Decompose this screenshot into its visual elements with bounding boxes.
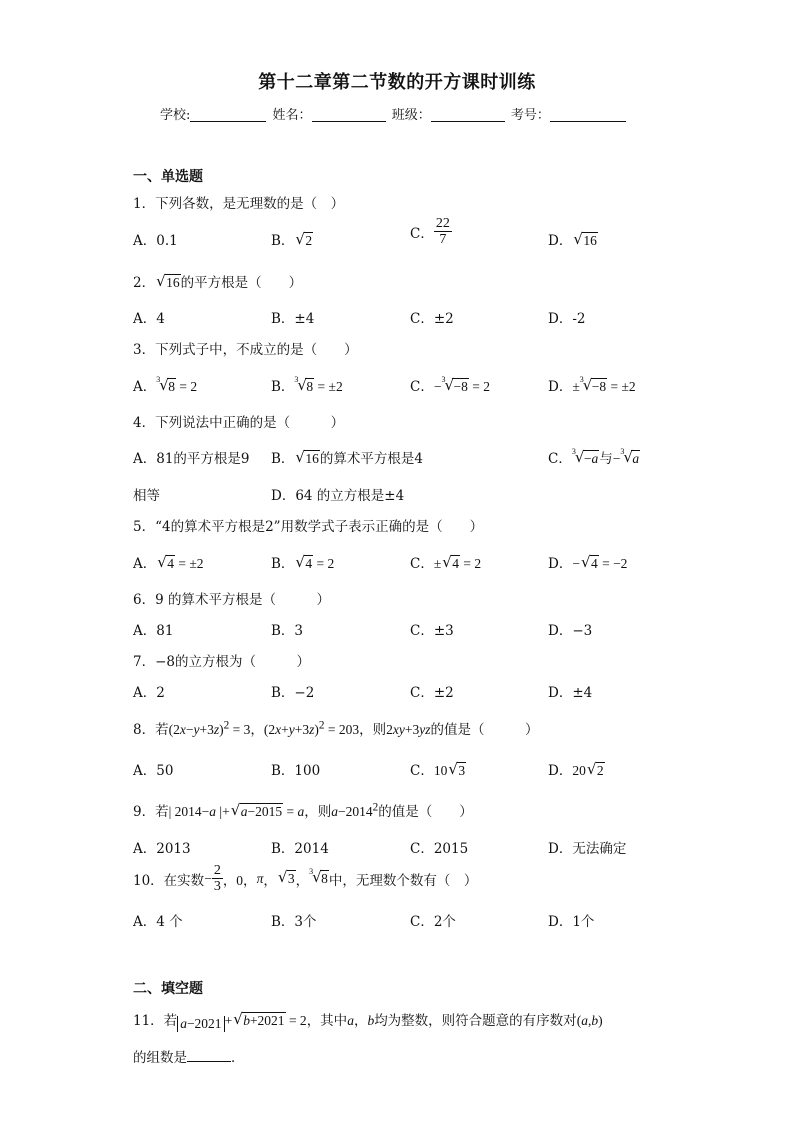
- q9-option-d[interactable]: D．无法确定: [548, 841, 627, 857]
- class-label: 班级：: [391, 108, 431, 123]
- q2-option-b[interactable]: B．±4: [271, 311, 315, 327]
- q10-option-a[interactable]: A．4 个: [133, 914, 183, 930]
- q10-option-c[interactable]: C．2个: [410, 914, 456, 930]
- number-label: 考号：: [510, 108, 550, 123]
- section-fill-in: 二、填空题: [133, 981, 203, 997]
- question-11-stem: 11．若 a−2021 + √ b+2021 = 2，其中a，b均为整数，则符合题意的有序数对(a,b): [133, 1010, 603, 1031]
- q3-option-d[interactable]: D．± 3 √ −8 = ±2: [548, 375, 636, 395]
- q9-option-a[interactable]: A．2013: [133, 841, 191, 857]
- q7-option-a[interactable]: A．2: [133, 685, 165, 701]
- q6-option-a[interactable]: A．81: [133, 623, 174, 639]
- q3-option-a[interactable]: A． 3 √ 8 = 2: [133, 375, 198, 395]
- q11-answer-blank[interactable]: [187, 1049, 231, 1062]
- q7-option-d[interactable]: D．±4: [548, 685, 593, 701]
- q6-option-c[interactable]: C．±3: [410, 623, 454, 639]
- number-blank[interactable]: [550, 107, 626, 122]
- question-7-stem: 7．−8的立方根为（ ）: [133, 654, 310, 670]
- q2-option-c[interactable]: C．±2: [410, 311, 454, 327]
- section-single-choice: 一、单选题: [133, 169, 203, 185]
- q4-option-c-continued: 相等: [133, 488, 160, 504]
- q4-option-d[interactable]: D．64 的立方根是±4: [271, 488, 405, 504]
- question-8-stem: 8．若$(2x-y+3z)^2 = 3$，$(2x+y+3z)^2 = 203$，则2xy+3yz的值是（ ）: [133, 719, 539, 738]
- question-9-stem: 9．若| 2014−a |+ √ a−2015 = a，则$a-2014^2$的值是（ ）: [133, 801, 473, 820]
- question-4-stem: 4．下列说法中正确的是（ ）: [133, 415, 345, 431]
- question-11-line2: 的组数是 ．: [133, 1050, 245, 1066]
- q10-option-b[interactable]: B．3个: [271, 914, 317, 930]
- q4-option-b[interactable]: B． √ 16的算术平方根是4: [271, 448, 424, 467]
- q4-option-a[interactable]: A．81的平方根是9: [133, 451, 250, 467]
- q4-option-c[interactable]: C． 3 √ −a与− 3 √ a: [548, 447, 640, 467]
- q5-option-a[interactable]: A． √ 4 = ±2: [133, 553, 204, 572]
- q2-option-d[interactable]: D．-2: [548, 311, 586, 327]
- student-info-line: [160, 104, 628, 123]
- q1-option-b[interactable]: B． √ 2: [271, 230, 313, 249]
- q1-option-d[interactable]: D． √ 16: [548, 230, 597, 249]
- question-6-stem: 6．9 的算术平方根是（ ）: [133, 592, 330, 608]
- q3-option-b[interactable]: B． 3 √ 8 = ±2: [271, 375, 343, 395]
- q6-option-d[interactable]: D．−3: [548, 623, 593, 639]
- question-3-stem: 3．下列式子中，不成立的是（ ）: [133, 342, 358, 358]
- school-blank[interactable]: [190, 107, 266, 122]
- q6-option-b[interactable]: B．3: [271, 623, 304, 639]
- q8-option-b[interactable]: B．100: [271, 763, 321, 779]
- question-1-stem: 1．下列各数，是无理数的是（ ）: [133, 196, 345, 212]
- q8-option-a[interactable]: A．50: [133, 763, 174, 779]
- q8-option-d[interactable]: D．20 √ 2: [548, 760, 604, 779]
- q1-option-c[interactable]: C． $\frac{22}{7}$: [410, 216, 450, 248]
- q5-option-c[interactable]: C．± √ 4 = 2: [410, 553, 482, 572]
- q5-option-d[interactable]: D．− √ 4 = −2: [548, 553, 628, 572]
- q10-option-d[interactable]: D．1个: [548, 914, 595, 930]
- school-label: 学校:: [160, 108, 191, 123]
- question-10-stem: 10．在实数− $\frac{2}{3}$ ，0，π， √ 3， 3 √ 8中，无理数个数有（ ）: [133, 863, 478, 895]
- q7-option-b[interactable]: B．−2: [271, 685, 315, 701]
- class-blank[interactable]: [431, 107, 505, 122]
- q9-option-c[interactable]: C．2015: [410, 841, 469, 857]
- q9-option-b[interactable]: B．2014: [271, 841, 329, 857]
- q3-option-c[interactable]: C．− 3 √ −8 = 2: [410, 375, 490, 395]
- q2-option-a[interactable]: A．4: [133, 311, 165, 327]
- q5-option-b[interactable]: B． √ 4 = 2: [271, 553, 335, 572]
- page-title: 第十二章第二节数的开方课时训练: [258, 72, 536, 93]
- q8-option-c[interactable]: C．10 √ 3: [410, 760, 466, 779]
- name-label: 姓名：: [272, 108, 312, 123]
- question-2-stem: 2． √ 16的平方根是（ ）: [133, 272, 303, 291]
- question-5-stem: 5．“4的算术平方根是2”用数学式子表示正确的是（ ）: [133, 519, 484, 535]
- q1-option-a[interactable]: A．0.1: [133, 233, 178, 249]
- q7-option-c[interactable]: C．±2: [410, 685, 454, 701]
- name-blank[interactable]: [312, 107, 386, 122]
